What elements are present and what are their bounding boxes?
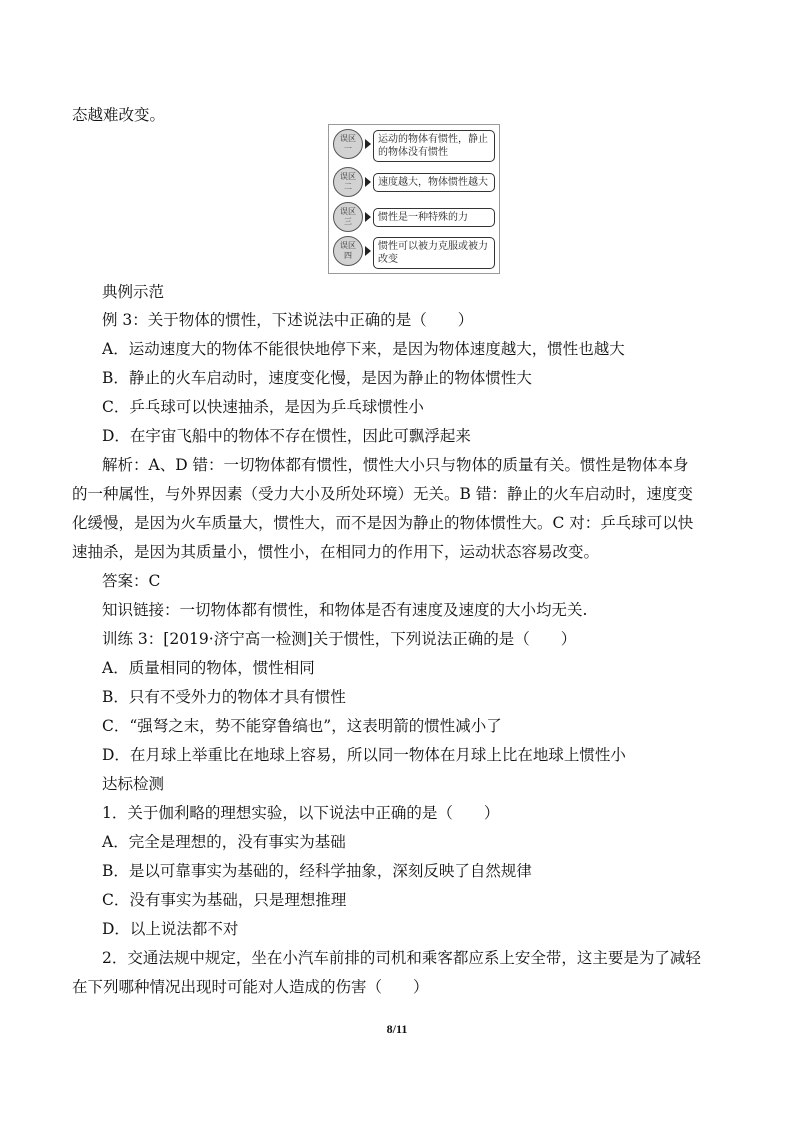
option-a: A．运动速度大的物体不能很快地停下来，是因为物体速度越大，惯性也越大 [102, 340, 625, 358]
misconception-text-4: 惯性可以被力克服或被力改变 [373, 237, 495, 269]
misconception-badge-1: 误区 一 [333, 129, 363, 159]
option-b: B．只有不受外力的物体才具有惯性 [102, 688, 346, 706]
text-line: 态越难改变。 [72, 106, 166, 124]
arrow-right-icon [365, 212, 371, 222]
option-d: D．在宇宙飞船中的物体不存在惯性，因此可飘浮起来 [102, 427, 471, 445]
misconception-text-1: 运动的物体有惯性，静止的物体没有惯性 [373, 130, 495, 162]
example-question: 例 3：关于物体的惯性，下述说法中正确的是（ ） [102, 311, 474, 329]
answer-line: 答案：C [102, 572, 161, 590]
training-question: 训练 3：[2019·济宁高一检测]关于惯性，下列说法正确的是（ ） [102, 630, 577, 648]
question-1: 1．关于伽利略的理想实验，以下说法中正确的是（ ） [102, 804, 500, 822]
analysis-line: 速抽杀，是因为其质量小，惯性小，在相同力的作用下，运动状态容易改变。 [72, 543, 600, 561]
misconception-text-3: 惯性是一种特殊的力 [373, 208, 495, 227]
misconception-row-2 [331, 166, 497, 200]
section-heading: 达标检测 [102, 775, 165, 793]
question-2: 2．交通法规中规定，坐在小汽车前排的司机和乘客都应系上安全带，这主要是为了减轻 [102, 949, 701, 967]
misconception-badge-3: 误区 三 [333, 202, 363, 232]
misconception-badge-2: 误区 二 [333, 167, 363, 197]
question-2-continued: 在下列哪种情况出现时可能对人造成的伤害（ ） [72, 978, 429, 996]
option-a: A．质量相同的物体，惯性相同 [102, 659, 315, 677]
option-d: D．以上说法都不对 [102, 920, 239, 938]
misconception-row-1 [331, 128, 497, 162]
analysis-line: 的一种属性，与外界因素（受力大小及所处环境）无关。B 错：静止的火车启动时，速度变 [72, 485, 693, 503]
option-c: C．乒乓球可以快速抽杀，是因为乒乓球惯性小 [102, 398, 424, 416]
misconception-row-4 [331, 235, 497, 269]
analysis-line: 解析：A、D 错：一切物体都有惯性，惯性大小只与物体的质量有关。惯性是物体本身 [102, 456, 689, 474]
arrow-right-icon [365, 177, 371, 187]
option-d: D．在月球上举重比在地球上容易，所以同一物体在月球上比在地球上惯性小 [102, 746, 626, 764]
option-b: B．是以可靠事实为基础的，经科学抽象，深刻反映了自然规律 [102, 862, 532, 880]
option-c: C．“强弩之末，势不能穿鲁缟也”，这表明箭的惯性减小了 [102, 717, 502, 735]
arrow-right-icon [365, 246, 371, 256]
page-number: 8/11 [386, 1022, 408, 1036]
analysis-line: 化缓慢，是因为火车质量大，惯性大，而不是因为静止的物体惯性大。C 对：乒乓球可以快 [72, 514, 694, 532]
section-heading: 典例示范 [102, 283, 165, 301]
misconception-row-3 [331, 201, 497, 235]
misconception-diagram [328, 124, 500, 274]
misconception-text-2: 速度越大，物体惯性越大 [373, 173, 495, 192]
arrow-right-icon [365, 139, 371, 149]
option-b: B．静止的火车启动时，速度变化慢，是因为静止的物体惯性大 [102, 369, 532, 387]
misconception-badge-4: 误区 四 [333, 236, 363, 266]
option-c: C．没有事实为基础，只是理想推理 [102, 891, 347, 909]
option-a: A．完全是理想的，没有事实为基础 [102, 833, 346, 851]
knowledge-link: 知识链接：一切物体都有惯性，和物体是否有速度及速度的大小均无关. [102, 601, 588, 619]
